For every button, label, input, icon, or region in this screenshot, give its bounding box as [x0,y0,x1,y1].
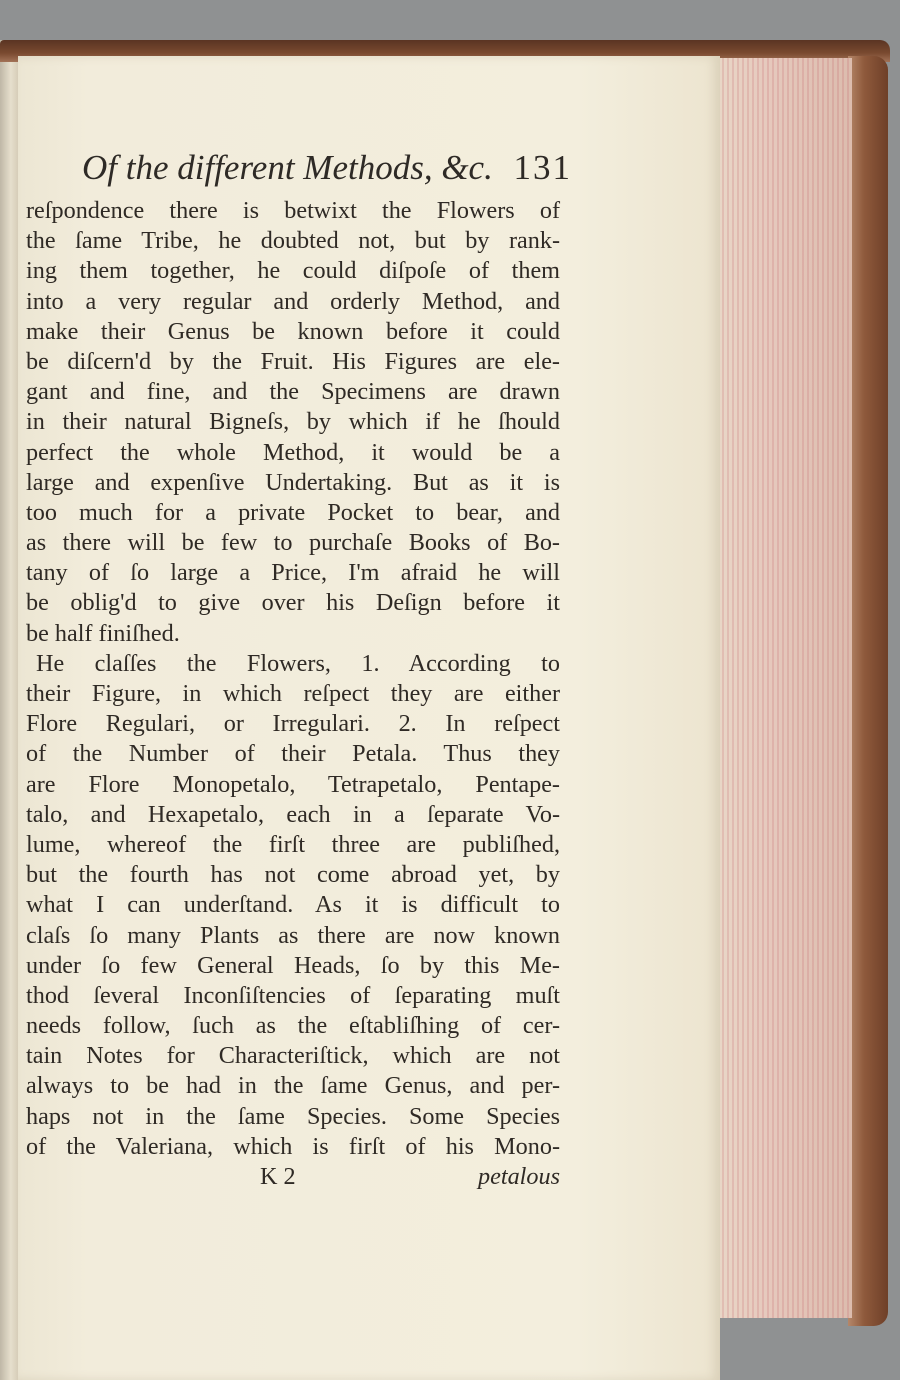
text-line: He claſſes the Flowers, 1. According to [36,649,560,677]
text-line: be oblig'd to give over his Deſign before it [26,589,560,617]
text-line: reſpondence there is betwixt the Flowers of [26,197,560,224]
page-number: 131 [513,148,572,187]
text-line: make their Genus be known before it could [26,317,560,345]
text-line: their Figure, in which reſpect they are either [26,680,560,707]
text-line: under ſo few General Heads, ſo by this Me- [26,951,560,979]
text-line: the ſame Tribe, he doubted not, but by rank- [26,227,560,255]
text-line: tain Notes for Characteriſtick, which are not [26,1042,560,1070]
text-line: large and expenſive Undertaking. But as it is [26,468,560,496]
text-line: tany of ſo large a Price, I'm afraid he will [26,559,560,587]
text-line: thod ſeveral Inconſiſtencies of ſeparating muſt [26,981,560,1009]
page-footer [26,1163,560,1195]
text-line: Flore Regulari, or Irregulari. 2. In reſpect [26,710,560,738]
text-line: of the Number of their Petala. Thus they [26,740,560,768]
text-line: too much for a private Pocket to bear, and [26,498,560,526]
text-line: needs follow, ſuch as the eſtabliſhing of cer- [26,1012,560,1040]
running-head [82,148,572,198]
text-line: gant and fine, and the Specimens are drawn [26,378,560,406]
text-line: into a very regular and orderly Method, and [26,287,560,315]
page-block-edge [712,58,852,1318]
running-head-title: Of the different Methods, &c. [82,148,493,187]
signature-mark: K 2 [260,1163,296,1190]
text-line: ing them together, he could diſpoſe of them [26,257,560,285]
text-line: be half finiſhed. [26,619,180,647]
text-line: as there will be few to purchaſe Books of Bo- [26,529,560,557]
text-line: what I can underſtand. As it is difficult to [26,891,560,919]
text-line: talo, and Hexapetalo, each in a ſeparate Vo- [26,800,560,828]
text-line: but the fourth has not come abroad yet, by [26,861,560,889]
catchword: petalous [478,1163,560,1190]
text-line: are Flore Monopetalo, Tetrapetalo, Pentape- [26,770,560,798]
body-text [26,196,560,1162]
text-line: in their natural Bigneſs, by which if he ſhould [26,408,560,436]
text-line: claſs ſo many Plants as there are now known [26,921,560,949]
text-line: lume, whereof the firſt three are publiſhed, [26,830,560,858]
adjacent-page-edge [0,40,18,1380]
text-line: be diſcern'd by the Fruit. His Figures are ele- [26,347,560,375]
text-line: of the Valeriana, which is firſt of his Mono- [26,1132,560,1160]
text-line: perfect the whole Method, it would be a [26,438,560,466]
book-cover-right [848,56,888,1326]
text-line: haps not in the ſame Species. Some Species [26,1102,560,1130]
text-line: always to be had in the ſame Genus, and per- [26,1072,560,1100]
